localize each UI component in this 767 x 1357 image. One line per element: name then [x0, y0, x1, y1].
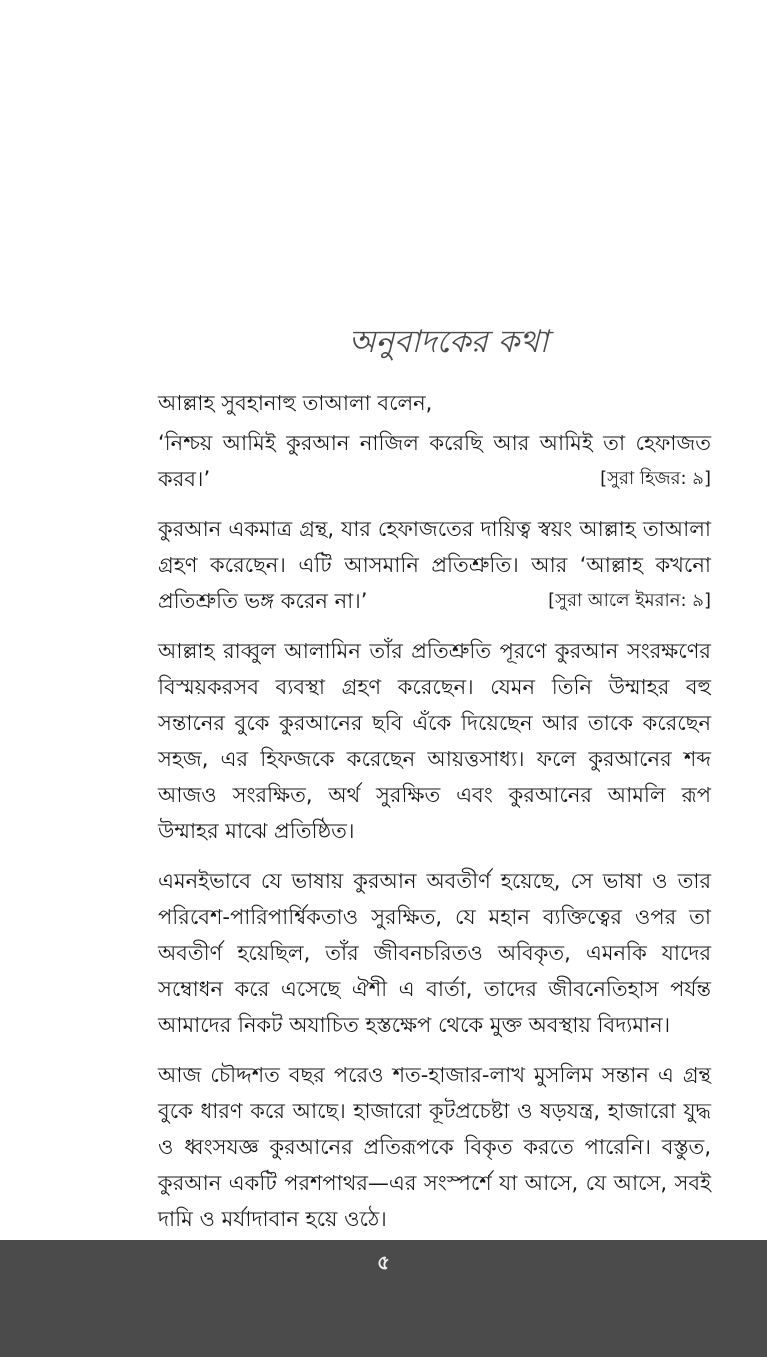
- chapter-title: অনুবাদকের কথা: [348, 324, 549, 360]
- citation-ale-imran: [সুরা আলে ইমরান: ৯]: [548, 590, 711, 611]
- page-footer-bar: [0, 1240, 767, 1357]
- paragraph-promise: [158, 511, 711, 619]
- page-number: ৫: [377, 1250, 390, 1274]
- paragraph-language: এমনইভাবে যে ভাষায় কুরআন অবতীর্ণ হয়েছে, সে ভাষা ও তার পরিবেশ-পারিপার্শ্বিকতাও সুরক্ষিত, যে মহান ব্যক্তিত্বের ওপর তা অবতীর্ণ হয়েছিল, তাঁর জীবনচরিতও অবিকৃত, এমনকি যাদের সম্বোধন করে এসেছে ঐশী এ বার্তা, তাদের জীবনেতিহাস পর্যন্ত আমাদের নিকট অযাচিত হস্তক্ষেপ থেকে মুক্ত অবস্থায় বিদ্যমান।: [158, 869, 711, 1037]
- citation-hijr: [সুরা হিজর: ৯]: [600, 468, 711, 489]
- paragraph-intro: আল্লাহ সুবহানাহু তাআলা বলেন,: [158, 391, 433, 415]
- quote-text: ‘নিশ্চয় আমিই কুরআন নাজিল করেছি আর আমিই তা হেফাজত করব।’: [158, 431, 711, 491]
- page-content: [158, 385, 711, 1251]
- paragraph-fourteen-centuries: আজ চৌদ্দশত বছর পরেও শত-হাজার-লাখ মুসলিম সন্তান এ গ্রন্থ বুকে ধারণ করে আছে। হাজারো কূটপ্রচেষ্টা ও ষড়যন্ত্র, হাজারো যুদ্ধ ও ধ্বংসযজ্ঞ কুরআনের প্রতিরূপকে বিকৃত করতে পারেনি। বস্তুত, কুরআন একটি পরশপাথর—এর সংস্পর্শে যা আসে, যে আসে, সবই দামি ও মর্যাদাবান হয়ে ওঠে।: [158, 1063, 711, 1231]
- promise-text: কুরআন একমাত্র গ্রন্থ, যার হেফাজতের দায়িত্ব স্বয়ং আল্লাহ তাআলা গ্রহণ করেছেন। এটি আসমানি প্রতিশ্রুতি। আর ‘আল্লাহ কখনো প্রতিশ্রুতি ভঙ্গ করেন না।’: [158, 517, 711, 613]
- paragraph-quote-hijr: [158, 425, 711, 497]
- paragraph-preservation: আল্লাহ রাব্বুল আলামিন তাঁর প্রতিশ্রুতি পূরণে কুরআন সংরক্ষণের বিস্ময়করসব ব্যবস্থা গ্রহণ করেছেন। যেমন তিনি উম্মাহর বহু সন্তানের বুকে কুরআনের ছবি এঁকে দিয়েছেন আর তাকে করেছেন সহজ, এর হিফজকে করেছেন আয়ত্তসাধ্য। ফলে কুরআনের শব্দ আজও সংরক্ষিত, অর্থ সুরক্ষিত এবং কুরআনের আমলি রূপ উম্মাহর মাঝে প্রতিষ্ঠিত।: [158, 639, 711, 843]
